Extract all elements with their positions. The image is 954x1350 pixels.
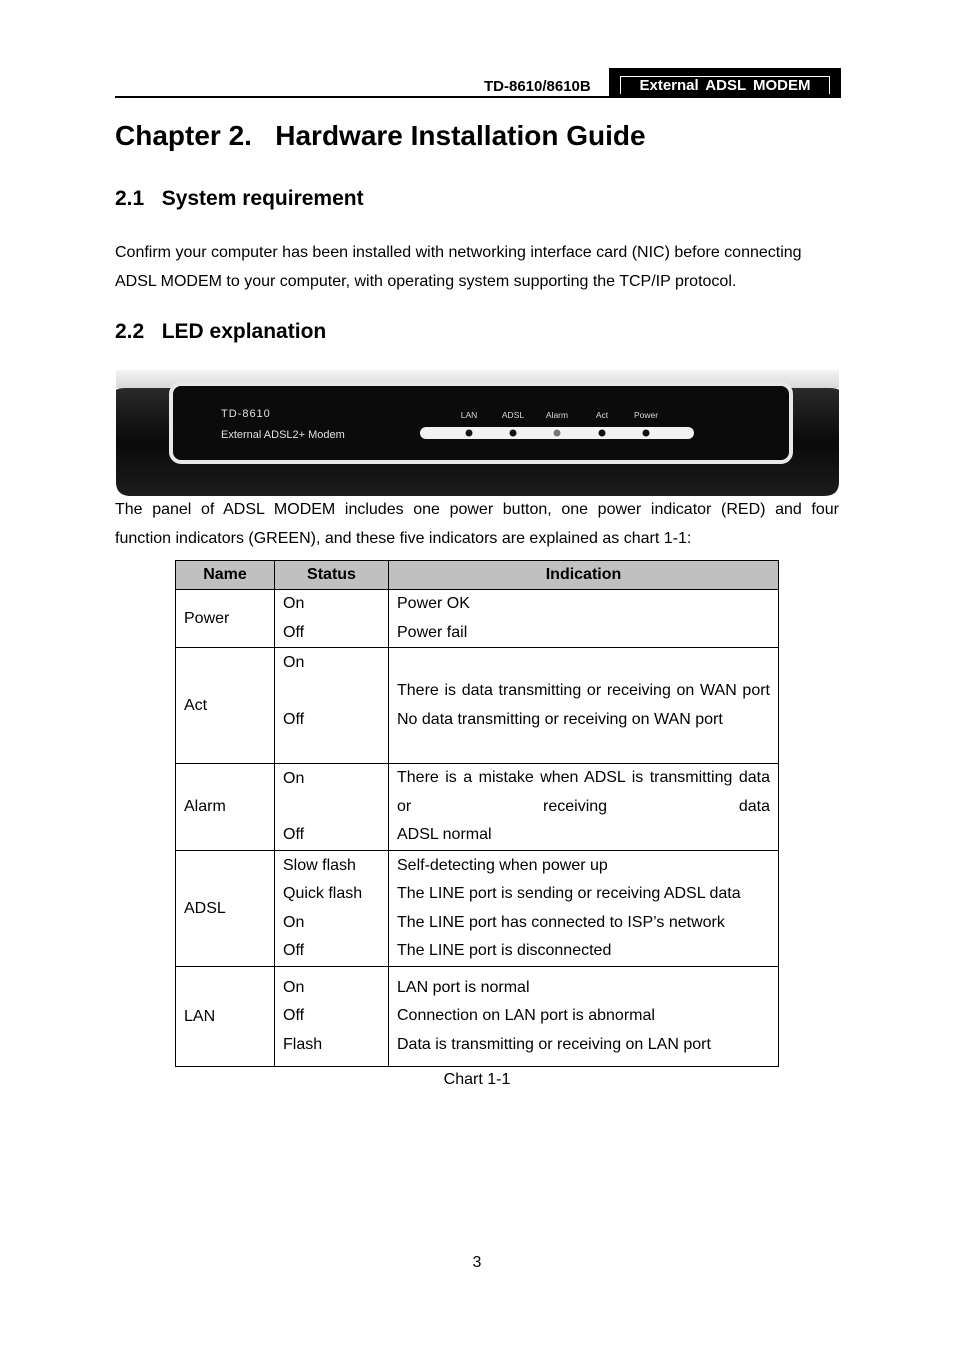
status-line: Quick flash	[283, 885, 363, 902]
table-header-status: Status	[275, 561, 389, 590]
table-cell-indication	[389, 967, 779, 1067]
panel-subtitle-label: External ADSL2+ Modem	[221, 429, 345, 441]
panel-description-line-2: function indicators (GREEN), and these five indicators are explained as chart 1-1:	[115, 530, 692, 547]
panel-led-label-act: Act	[595, 410, 609, 420]
table-row-act	[176, 648, 779, 764]
table-cell-status	[275, 967, 389, 1067]
table-cell-name: Alarm	[176, 764, 275, 851]
table-cell-indication	[389, 590, 779, 648]
status-line: Off	[283, 942, 305, 959]
table-cell-indication	[389, 648, 779, 764]
indication-line: Data is transmitting or receiving on LAN port	[397, 1035, 711, 1053]
table-caption: Chart 1-1	[443, 1071, 511, 1088]
table-header-row	[176, 561, 779, 590]
indication-line: The LINE port has connected to ISP’s network	[397, 913, 725, 931]
indication-line: There is a mistake when ADSL is transmitting data or receiving data	[397, 769, 770, 815]
header-tag-label: External ADSL MODEM	[620, 76, 830, 94]
panel-led-label-adsl: ADSL	[501, 410, 525, 420]
status-line: Slow flash	[283, 856, 356, 874]
table-cell-indication	[389, 851, 779, 967]
modem-front-panel-image	[116, 370, 839, 496]
section-title-led-explanation: 2.2 LED explanation	[115, 320, 327, 343]
led-explanation-table	[175, 560, 779, 1067]
indication-line: There is data transmitting or receiving on WAN port	[397, 682, 770, 699]
status-line: Off	[283, 623, 305, 641]
indication-line: Connection on LAN port is abnormal	[397, 1007, 655, 1025]
table-cell-name: Act	[176, 648, 275, 764]
system-requirement-paragraph: Confirm your computer has been installed with networking interface card (NIC) before connecting ADSL MODEM to your computer, with operating system supporting the TCP/IP protocol.	[115, 244, 802, 290]
status-line: Off	[283, 1007, 305, 1025]
panel-model-label: TD-8610	[221, 408, 271, 420]
chapter-title: Chapter 2. Hardware Installation Guide	[115, 120, 646, 151]
status-line: On	[283, 913, 305, 931]
indication-line: No data transmitting or receiving on WAN port	[397, 710, 723, 728]
header-model: TD-8610/8610B	[484, 78, 591, 95]
indication-line: Power fail	[397, 623, 468, 641]
status-line: Off	[283, 710, 305, 728]
status-line: On	[283, 978, 305, 996]
status-line: On	[283, 769, 305, 787]
panel-led-label-alarm: Alarm	[545, 410, 569, 420]
status-line: Off	[283, 826, 305, 843]
status-line: On	[283, 654, 305, 671]
table-cell-name: ADSL	[176, 851, 275, 967]
section-title-system-requirement: 2.1 System requirement	[115, 187, 364, 210]
table-cell-status	[275, 648, 389, 764]
table-row-power	[176, 590, 779, 648]
panel-description-line-1: The panel of ADSL MODEM includes one power button, one power indicator (RED) and four	[115, 501, 839, 518]
panel-led-label-lan: LAN	[460, 410, 478, 420]
indication-line: The LINE port is disconnected	[397, 942, 612, 959]
page-number: 3	[472, 1254, 482, 1271]
table-cell-name: LAN	[176, 967, 275, 1067]
table-cell-status	[275, 590, 389, 648]
status-line: On	[283, 595, 305, 612]
table-header-indication: Indication	[389, 561, 779, 590]
table-cell-status	[275, 851, 389, 967]
indication-line: The LINE port is sending or receiving ADSL data	[397, 885, 741, 902]
indication-line: Power OK	[397, 595, 470, 612]
status-line: Flash	[283, 1035, 323, 1053]
table-row-lan	[176, 967, 779, 1067]
table-cell-indication	[389, 764, 779, 851]
table-header-name: Name	[176, 561, 275, 590]
header-tag	[609, 68, 841, 97]
table-row-alarm	[176, 764, 779, 851]
panel-led-label-power: Power	[633, 410, 659, 420]
header-rule	[115, 96, 841, 98]
indication-line: Self-detecting when power up	[397, 856, 608, 874]
table-row-adsl	[176, 851, 779, 967]
indication-line: ADSL normal	[397, 826, 492, 844]
indication-line: LAN port is normal	[397, 978, 530, 996]
table-cell-name: Power	[176, 590, 275, 648]
table-cell-status	[275, 764, 389, 851]
